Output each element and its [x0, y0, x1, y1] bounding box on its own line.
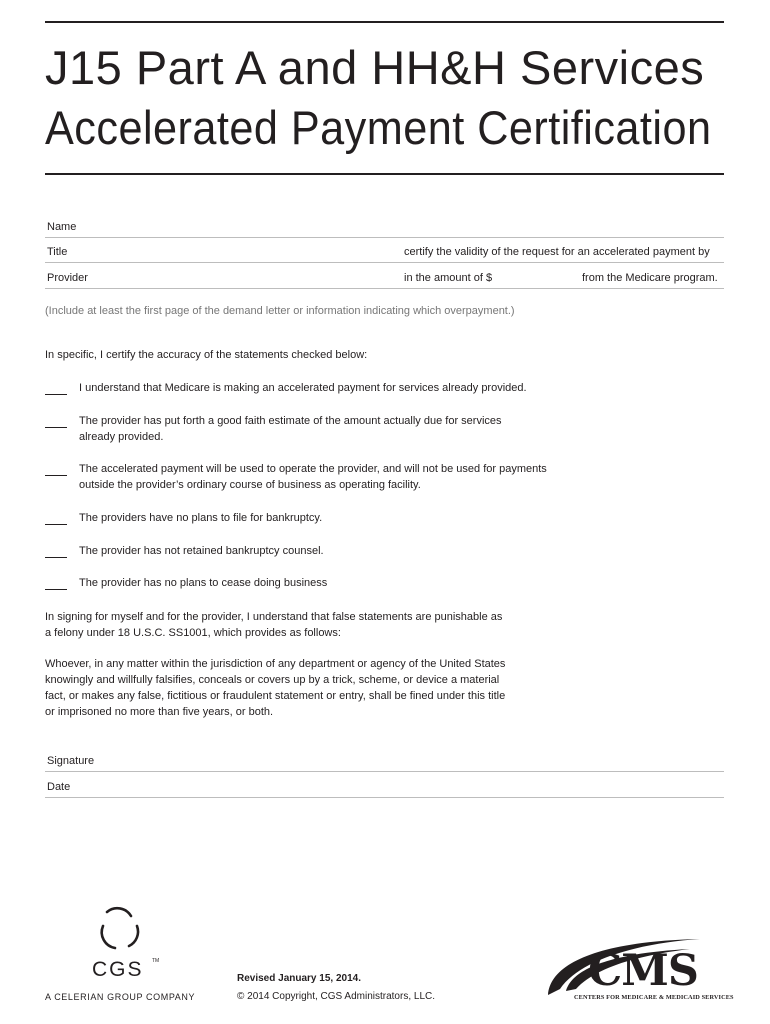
cms-wordmark: CMS [588, 946, 698, 996]
statute-line-1: Whoever, in any matter within the jurisdiction of any department or agency of the United States [45, 658, 506, 670]
signing-paragraph [45, 609, 502, 641]
statement-4-line: The providers have no plans to file for bankruptcy. [79, 512, 323, 524]
signing-line-2: a felony under 18 U.S.C. SS1001, which provides as follows: [45, 627, 341, 639]
statement-3-line-1: The accelerated payment will be used to operate the provider, and will not be used for payments [79, 463, 547, 475]
cgs-trademark: TM [152, 958, 160, 964]
statement-6-check-blank[interactable] [45, 578, 67, 590]
statement-5-line: The provider has not retained bankruptcy counsel. [79, 545, 324, 557]
signature-field[interactable] [45, 746, 724, 772]
statute-line-4: or imprisoned no more than five years, or both. [45, 706, 274, 718]
signing-line-1: In signing for myself and for the provider, I understand that false statements are punishable as [45, 611, 503, 623]
signature-label: Signature [47, 755, 95, 767]
amount-label: in the amount of $ [404, 272, 493, 284]
statement-2-line-2: already provided. [79, 431, 164, 443]
cgs-tagline: A CELERIAN GROUP COMPANY [45, 992, 196, 1002]
title-field[interactable] [45, 237, 724, 263]
statute-line-3: fact, or makes any false, fictitious or fraudulent statement or entry, shall be fined under this title [45, 690, 506, 702]
date-label: Date [47, 781, 71, 793]
statement-6-line: The provider has no plans to cease doing business [79, 577, 328, 589]
page-title-line-2: Accelerated Payment Certification [45, 101, 712, 154]
intro-text [45, 347, 367, 363]
name-field[interactable] [45, 212, 724, 238]
statement-1-line: I understand that Medicare is making an accelerated payment for services already provided. [79, 382, 527, 394]
provider-field[interactable] [45, 263, 724, 289]
statement-2-check-blank[interactable] [45, 416, 67, 428]
statement-3-line-2: outside the provider’s ordinary course of business as operating facility. [79, 479, 421, 491]
statement-4-check-blank[interactable] [45, 513, 67, 525]
cms-tagline: CENTERS FOR MEDICARE & MEDICAID SERVICES [574, 994, 734, 1001]
top-rule [45, 21, 724, 23]
statement-5-check-blank[interactable] [45, 546, 67, 558]
program-text: from the Medicare program. [582, 272, 718, 284]
provider-label: Provider [47, 272, 88, 284]
statute-line-2: knowingly and willfully falsifies, conceals or covers up by a trick, scheme, or device a material [45, 674, 500, 686]
name-label: Name [47, 221, 77, 233]
date-field[interactable] [45, 772, 724, 798]
statute-quote [45, 656, 505, 720]
cgs-logo-icon [45, 902, 205, 1002]
intro-line: In specific, I certify the accuracy of the statements checked below: [45, 349, 368, 361]
attachment-note: (Include at least the first page of the demand letter or information indicating which overpayment.) [45, 305, 515, 317]
statement-2-line-1: The provider has put forth a good faith estimate of the amount actually due for services [79, 415, 502, 427]
statement-1-check-blank[interactable] [45, 383, 67, 395]
copyright-notice: © 2014 Copyright, CGS Administrators, LLC. [237, 991, 436, 1002]
revision-date: Revised January 15, 2014. [237, 973, 361, 984]
title-bottom-rule [45, 173, 724, 175]
certify-text: certify the validity of the request for an accelerated payment by [404, 246, 710, 258]
page-title-line-1: J15 Part A and HH&H Services [45, 41, 705, 94]
cgs-wordmark: CGS [92, 958, 144, 981]
title-label: Title [47, 246, 68, 258]
statement-3-check-blank[interactable] [45, 464, 67, 476]
